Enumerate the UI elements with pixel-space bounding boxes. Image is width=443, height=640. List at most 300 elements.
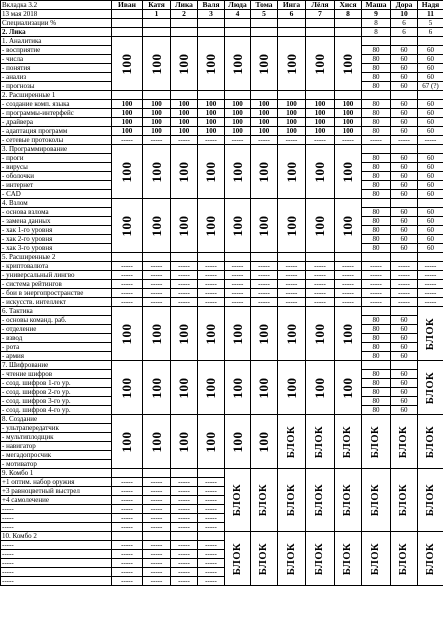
header-row bbox=[1, 10, 443, 19]
empty-cell bbox=[391, 307, 418, 316]
value-cell: ----- bbox=[391, 289, 418, 298]
value-cell: ----- bbox=[112, 568, 143, 577]
column-name: Хися bbox=[335, 1, 362, 10]
value-cell: 60 bbox=[391, 217, 418, 226]
value-cell: 60 bbox=[418, 109, 443, 118]
section-title: 2. Лика bbox=[1, 28, 112, 37]
item-label: - создание комп. языка bbox=[1, 100, 112, 109]
value-blok: БЛОК bbox=[418, 532, 443, 586]
value-100: 100 bbox=[278, 145, 306, 199]
value-cell: ----- bbox=[391, 136, 418, 145]
empty-cell bbox=[418, 91, 443, 100]
value-cell: ----- bbox=[198, 496, 225, 505]
value-cell: ----- bbox=[198, 487, 225, 496]
block-title-row bbox=[1, 253, 443, 262]
empty-cell bbox=[225, 91, 251, 100]
value-100: 100 bbox=[251, 415, 278, 469]
value-blok: БЛОК bbox=[335, 415, 362, 469]
value-cell: 60 bbox=[418, 208, 443, 217]
value-cell: 60 bbox=[391, 379, 418, 388]
value-cell: ----- bbox=[171, 577, 198, 586]
empty-cell bbox=[306, 28, 335, 37]
value-cell: 60 bbox=[391, 55, 418, 64]
value-100: 100 bbox=[225, 415, 251, 469]
value-cell: 80 bbox=[362, 55, 391, 64]
value-cell: ----- bbox=[143, 505, 171, 514]
value-cell: ----- bbox=[251, 271, 278, 280]
value-cell: ----- bbox=[198, 559, 225, 568]
item-label: - основа взлома bbox=[1, 208, 112, 217]
item-label: - драйвера bbox=[1, 118, 112, 127]
empty-cell bbox=[251, 253, 278, 262]
empty-cell bbox=[418, 145, 443, 154]
value-blok: БЛОК bbox=[251, 469, 278, 532]
value-cell: 60 bbox=[391, 154, 418, 163]
empty-cell bbox=[171, 532, 198, 541]
value-cell: 100 bbox=[198, 118, 225, 127]
empty-cell bbox=[171, 469, 198, 478]
value-cell: 60 bbox=[391, 325, 418, 334]
item-label: +1 оптим. набор оружия bbox=[1, 478, 112, 487]
spec-value bbox=[251, 19, 278, 28]
empty-cell bbox=[418, 37, 443, 46]
value-cell: ----- bbox=[278, 280, 306, 289]
block-title-row bbox=[1, 361, 443, 370]
value-cell: 100 bbox=[112, 109, 143, 118]
value-cell: ----- bbox=[171, 136, 198, 145]
empty-cell bbox=[335, 28, 362, 37]
empty-cell bbox=[198, 28, 225, 37]
value-blok: БЛОК bbox=[391, 415, 418, 469]
column-number: 7 bbox=[306, 10, 335, 19]
item-label: ----- bbox=[1, 541, 112, 550]
value-cell: 80 bbox=[362, 73, 391, 82]
value-cell: 80 bbox=[362, 325, 391, 334]
spec-value bbox=[225, 19, 251, 28]
column-number bbox=[112, 10, 143, 19]
value-cell: 100 bbox=[335, 118, 362, 127]
value-cell: ----- bbox=[198, 550, 225, 559]
column-name: Надя bbox=[418, 1, 443, 10]
value-cell: ----- bbox=[335, 280, 362, 289]
block-title: 3. Программирование bbox=[1, 145, 112, 154]
table-row bbox=[1, 109, 443, 118]
value-cell: ----- bbox=[198, 262, 225, 271]
empty-cell bbox=[391, 37, 418, 46]
empty-cell bbox=[362, 37, 391, 46]
empty-cell bbox=[251, 28, 278, 37]
value-cell: ----- bbox=[418, 262, 443, 271]
value-cell: ----- bbox=[251, 136, 278, 145]
value-cell: 60 bbox=[418, 55, 443, 64]
value-100: 100 bbox=[306, 37, 335, 91]
value-cell: 80 bbox=[362, 397, 391, 406]
value-100: 100 bbox=[306, 199, 335, 253]
column-name: Лёля bbox=[306, 1, 335, 10]
item-label: - CAD bbox=[1, 190, 112, 199]
item-label: - чтение шифров bbox=[1, 370, 112, 379]
value-cell: ----- bbox=[391, 280, 418, 289]
item-label: - анализ bbox=[1, 73, 112, 82]
value-cell: 100 bbox=[251, 118, 278, 127]
spec-value bbox=[171, 19, 198, 28]
value-100: 100 bbox=[251, 307, 278, 361]
value-cell: ----- bbox=[251, 262, 278, 271]
value-cell: 80 bbox=[362, 154, 391, 163]
value-100: 100 bbox=[143, 37, 171, 91]
value-cell: 100 bbox=[225, 109, 251, 118]
column-number: 2 bbox=[171, 10, 198, 19]
item-label: - взвод bbox=[1, 334, 112, 343]
value-blok: БЛОК bbox=[418, 361, 443, 415]
value-cell: ----- bbox=[112, 550, 143, 559]
value-100: 100 bbox=[112, 361, 143, 415]
value-cell: 100 bbox=[306, 109, 335, 118]
item-label: - понятия bbox=[1, 64, 112, 73]
value-blok: БЛОК bbox=[278, 415, 306, 469]
value-cell: ----- bbox=[112, 523, 143, 532]
value-cell: ----- bbox=[198, 271, 225, 280]
value-blok: БЛОК bbox=[391, 469, 418, 532]
value-blok: БЛОК bbox=[418, 469, 443, 532]
value-cell: ----- bbox=[391, 262, 418, 271]
empty-cell bbox=[391, 91, 418, 100]
block-title: 6. Тактика bbox=[1, 307, 112, 316]
column-name: Лика bbox=[171, 1, 198, 10]
value-100: 100 bbox=[225, 361, 251, 415]
value-cell: 100 bbox=[198, 100, 225, 109]
empty-cell bbox=[143, 28, 171, 37]
value-100: 100 bbox=[198, 361, 225, 415]
value-cell: ----- bbox=[143, 262, 171, 271]
value-blok: БЛОК bbox=[418, 415, 443, 469]
empty-cell bbox=[198, 253, 225, 262]
item-label: - числа bbox=[1, 55, 112, 64]
empty-cell bbox=[362, 253, 391, 262]
value-cell: ----- bbox=[198, 505, 225, 514]
value-cell: ----- bbox=[171, 271, 198, 280]
value-cell: ----- bbox=[112, 514, 143, 523]
empty-cell bbox=[306, 91, 335, 100]
value-100: 100 bbox=[198, 415, 225, 469]
empty-cell bbox=[171, 253, 198, 262]
block-title: 5. Расширенные 2 bbox=[1, 253, 112, 262]
block-title-row bbox=[1, 307, 443, 316]
item-label: ----- bbox=[1, 559, 112, 568]
item-label: - криптовалюта bbox=[1, 262, 112, 271]
value-cell: 8 bbox=[362, 28, 391, 37]
value-cell: 80 bbox=[362, 46, 391, 55]
value-cell: ----- bbox=[418, 289, 443, 298]
value-cell: 100 bbox=[335, 100, 362, 109]
value-cell: ----- bbox=[278, 298, 306, 307]
column-name: Иван bbox=[112, 1, 143, 10]
value-cell: 60 bbox=[391, 316, 418, 325]
column-name: Инга bbox=[278, 1, 306, 10]
empty-cell bbox=[143, 469, 171, 478]
value-cell: 100 bbox=[251, 100, 278, 109]
value-blok: БЛОК bbox=[278, 532, 306, 586]
value-cell: 60 bbox=[418, 100, 443, 109]
empty-cell bbox=[306, 253, 335, 262]
value-100: 100 bbox=[251, 37, 278, 91]
value-100: 100 bbox=[335, 145, 362, 199]
item-label: - созд. шифров 3-го ур. bbox=[1, 397, 112, 406]
value-cell: ----- bbox=[171, 523, 198, 532]
item-label: - хак 2-го уровня bbox=[1, 235, 112, 244]
table-row bbox=[1, 271, 443, 280]
value-cell: 80 bbox=[362, 217, 391, 226]
empty-cell bbox=[171, 91, 198, 100]
value-blok: БЛОК bbox=[418, 307, 443, 361]
value-cell: 80 bbox=[362, 100, 391, 109]
value-cell: 80 bbox=[362, 370, 391, 379]
table-row bbox=[1, 280, 443, 289]
value-cell: ----- bbox=[112, 298, 143, 307]
value-cell: 60 bbox=[391, 406, 418, 415]
block-title: 1. Аналитика bbox=[1, 37, 112, 46]
value-blok: БЛОК bbox=[362, 469, 391, 532]
item-label: - созд. шифров 2-го ур. bbox=[1, 388, 112, 397]
empty-cell bbox=[143, 532, 171, 541]
value-cell: 60 bbox=[391, 388, 418, 397]
column-name: Дора bbox=[391, 1, 418, 10]
empty-cell bbox=[278, 91, 306, 100]
value-cell: ----- bbox=[198, 514, 225, 523]
value-100: 100 bbox=[251, 361, 278, 415]
value-cell: ----- bbox=[391, 271, 418, 280]
value-cell: 60 bbox=[391, 370, 418, 379]
spec-value: 5 bbox=[418, 19, 443, 28]
value-100: 100 bbox=[112, 145, 143, 199]
empty-cell bbox=[112, 28, 143, 37]
spec-value bbox=[278, 19, 306, 28]
column-number: 9 bbox=[362, 10, 391, 19]
value-cell: 100 bbox=[171, 127, 198, 136]
value-cell: ----- bbox=[171, 262, 198, 271]
value-cell: ----- bbox=[112, 271, 143, 280]
value-cell: 60 bbox=[418, 217, 443, 226]
value-cell: 60 bbox=[418, 73, 443, 82]
value-blok: БЛОК bbox=[335, 469, 362, 532]
value-cell: 60 bbox=[418, 118, 443, 127]
item-label: - адаптация программ bbox=[1, 127, 112, 136]
value-100: 100 bbox=[112, 199, 143, 253]
value-cell: ----- bbox=[225, 271, 251, 280]
value-cell: ----- bbox=[335, 271, 362, 280]
item-label: - искусств. интеллект bbox=[1, 298, 112, 307]
empty-cell bbox=[251, 91, 278, 100]
value-100: 100 bbox=[143, 415, 171, 469]
value-100: 100 bbox=[143, 307, 171, 361]
value-cell: 80 bbox=[362, 190, 391, 199]
item-label: +4 самолечение bbox=[1, 496, 112, 505]
value-cell: ----- bbox=[306, 136, 335, 145]
table-row bbox=[1, 100, 443, 109]
item-label: - мультиплодщик bbox=[1, 433, 112, 442]
item-label: - созд. шифров 4-го ур. bbox=[1, 406, 112, 415]
value-100: 100 bbox=[198, 37, 225, 91]
empty-cell bbox=[225, 28, 251, 37]
item-label: - хак 3-го уровня bbox=[1, 244, 112, 253]
value-cell: ----- bbox=[391, 298, 418, 307]
value-cell: ----- bbox=[143, 136, 171, 145]
value-cell: 100 bbox=[112, 100, 143, 109]
value-cell: 60 bbox=[418, 172, 443, 181]
item-label: - программы-интерфейс bbox=[1, 109, 112, 118]
value-cell: 100 bbox=[112, 118, 143, 127]
value-cell: ----- bbox=[251, 298, 278, 307]
value-cell: 80 bbox=[362, 244, 391, 253]
value-cell: ----- bbox=[112, 505, 143, 514]
column-name: Валя bbox=[198, 1, 225, 10]
item-label: ----- bbox=[1, 505, 112, 514]
value-100: 100 bbox=[225, 145, 251, 199]
tab-label: Вкладка 3.2 bbox=[1, 1, 112, 10]
value-cell: ----- bbox=[362, 298, 391, 307]
column-name: Тома bbox=[251, 1, 278, 10]
item-label: - мегадопросчик bbox=[1, 451, 112, 460]
value-cell: 60 bbox=[391, 73, 418, 82]
spec-label: Специализации % bbox=[1, 19, 112, 28]
item-label: - созд. шифров 1-го ур. bbox=[1, 379, 112, 388]
value-cell: 60 bbox=[418, 127, 443, 136]
column-number: 4 bbox=[225, 10, 251, 19]
empty-cell bbox=[362, 91, 391, 100]
value-cell: ----- bbox=[171, 280, 198, 289]
value-100: 100 bbox=[278, 199, 306, 253]
value-cell: 100 bbox=[143, 109, 171, 118]
value-cell: 100 bbox=[143, 118, 171, 127]
value-cell: ----- bbox=[143, 478, 171, 487]
item-label: - замена данных bbox=[1, 217, 112, 226]
value-cell: ----- bbox=[171, 550, 198, 559]
value-cell: ----- bbox=[418, 136, 443, 145]
value-cell: 60 bbox=[391, 343, 418, 352]
value-100: 100 bbox=[335, 307, 362, 361]
value-100: 100 bbox=[112, 415, 143, 469]
value-blok: БЛОК bbox=[362, 532, 391, 586]
value-cell: 60 bbox=[418, 154, 443, 163]
item-label: +3 равноцветный выстрел bbox=[1, 487, 112, 496]
value-cell: ----- bbox=[112, 478, 143, 487]
empty-cell bbox=[362, 361, 391, 370]
item-label: - сетевые протоколы bbox=[1, 136, 112, 145]
value-cell: 100 bbox=[171, 118, 198, 127]
value-cell: ----- bbox=[143, 487, 171, 496]
value-cell: 60 bbox=[391, 208, 418, 217]
value-cell: 100 bbox=[306, 100, 335, 109]
value-blok: БЛОК bbox=[225, 532, 251, 586]
value-cell: ----- bbox=[278, 262, 306, 271]
spec-value bbox=[306, 19, 335, 28]
value-cell: 100 bbox=[335, 109, 362, 118]
value-cell: ----- bbox=[112, 280, 143, 289]
value-blok: БЛОК bbox=[306, 469, 335, 532]
item-label: - отделение bbox=[1, 325, 112, 334]
value-100: 100 bbox=[225, 307, 251, 361]
value-cell: 100 bbox=[278, 100, 306, 109]
value-cell: ----- bbox=[362, 271, 391, 280]
spec-row bbox=[1, 19, 443, 28]
value-cell: ----- bbox=[418, 271, 443, 280]
table-row bbox=[1, 136, 443, 145]
value-cell: 100 bbox=[278, 118, 306, 127]
value-cell: ----- bbox=[143, 559, 171, 568]
value-100: 100 bbox=[306, 361, 335, 415]
column-number: 3 bbox=[198, 10, 225, 19]
value-cell: 100 bbox=[143, 127, 171, 136]
value-cell: ----- bbox=[112, 541, 143, 550]
value-cell: 80 bbox=[362, 172, 391, 181]
spec-value bbox=[198, 19, 225, 28]
value-100: 100 bbox=[171, 199, 198, 253]
value-cell: 100 bbox=[278, 127, 306, 136]
value-cell: 80 bbox=[362, 316, 391, 325]
value-blok: БЛОК bbox=[306, 415, 335, 469]
value-cell: ----- bbox=[418, 298, 443, 307]
value-cell: 60 bbox=[418, 64, 443, 73]
value-cell: 60 bbox=[391, 235, 418, 244]
empty-cell bbox=[391, 253, 418, 262]
value-cell: ----- bbox=[278, 271, 306, 280]
item-label: - хак 1-го уровня bbox=[1, 226, 112, 235]
value-cell: ----- bbox=[362, 262, 391, 271]
table-row bbox=[1, 262, 443, 271]
value-cell: 60 bbox=[391, 181, 418, 190]
value-cell: 80 bbox=[362, 226, 391, 235]
value-cell: 100 bbox=[143, 100, 171, 109]
item-label: - универсальный лингво bbox=[1, 271, 112, 280]
section-row bbox=[1, 28, 443, 37]
spec-value: 8 bbox=[362, 19, 391, 28]
block-title-row bbox=[1, 199, 443, 208]
value-cell: ----- bbox=[251, 280, 278, 289]
column-name: Катя bbox=[143, 1, 171, 10]
value-100: 100 bbox=[278, 361, 306, 415]
spec-value bbox=[335, 19, 362, 28]
value-cell: ----- bbox=[306, 298, 335, 307]
block-title: 2. Расширенные 1 bbox=[1, 91, 112, 100]
value-cell: ----- bbox=[143, 550, 171, 559]
value-cell: ----- bbox=[198, 541, 225, 550]
value-cell: ----- bbox=[198, 289, 225, 298]
table-row bbox=[1, 118, 443, 127]
value-cell: ----- bbox=[143, 568, 171, 577]
value-blok: БЛОК bbox=[335, 532, 362, 586]
value-cell: 60 bbox=[391, 244, 418, 253]
column-number: 10 bbox=[391, 10, 418, 19]
value-cell: 80 bbox=[362, 163, 391, 172]
value-cell: 80 bbox=[362, 235, 391, 244]
value-cell: 80 bbox=[362, 388, 391, 397]
empty-cell bbox=[391, 199, 418, 208]
value-cell: 60 bbox=[418, 235, 443, 244]
spec-value bbox=[112, 19, 143, 28]
block-title-row bbox=[1, 91, 443, 100]
value-cell: 80 bbox=[362, 118, 391, 127]
value-cell: 100 bbox=[251, 127, 278, 136]
value-cell: ----- bbox=[112, 262, 143, 271]
value-cell: ----- bbox=[171, 568, 198, 577]
block-title: 4. Взлом bbox=[1, 199, 112, 208]
value-cell: ----- bbox=[225, 262, 251, 271]
spec-value: 6 bbox=[391, 19, 418, 28]
value-cell: 80 bbox=[362, 334, 391, 343]
value-cell: 60 bbox=[391, 127, 418, 136]
value-100: 100 bbox=[198, 145, 225, 199]
value-cell: 60 bbox=[391, 172, 418, 181]
